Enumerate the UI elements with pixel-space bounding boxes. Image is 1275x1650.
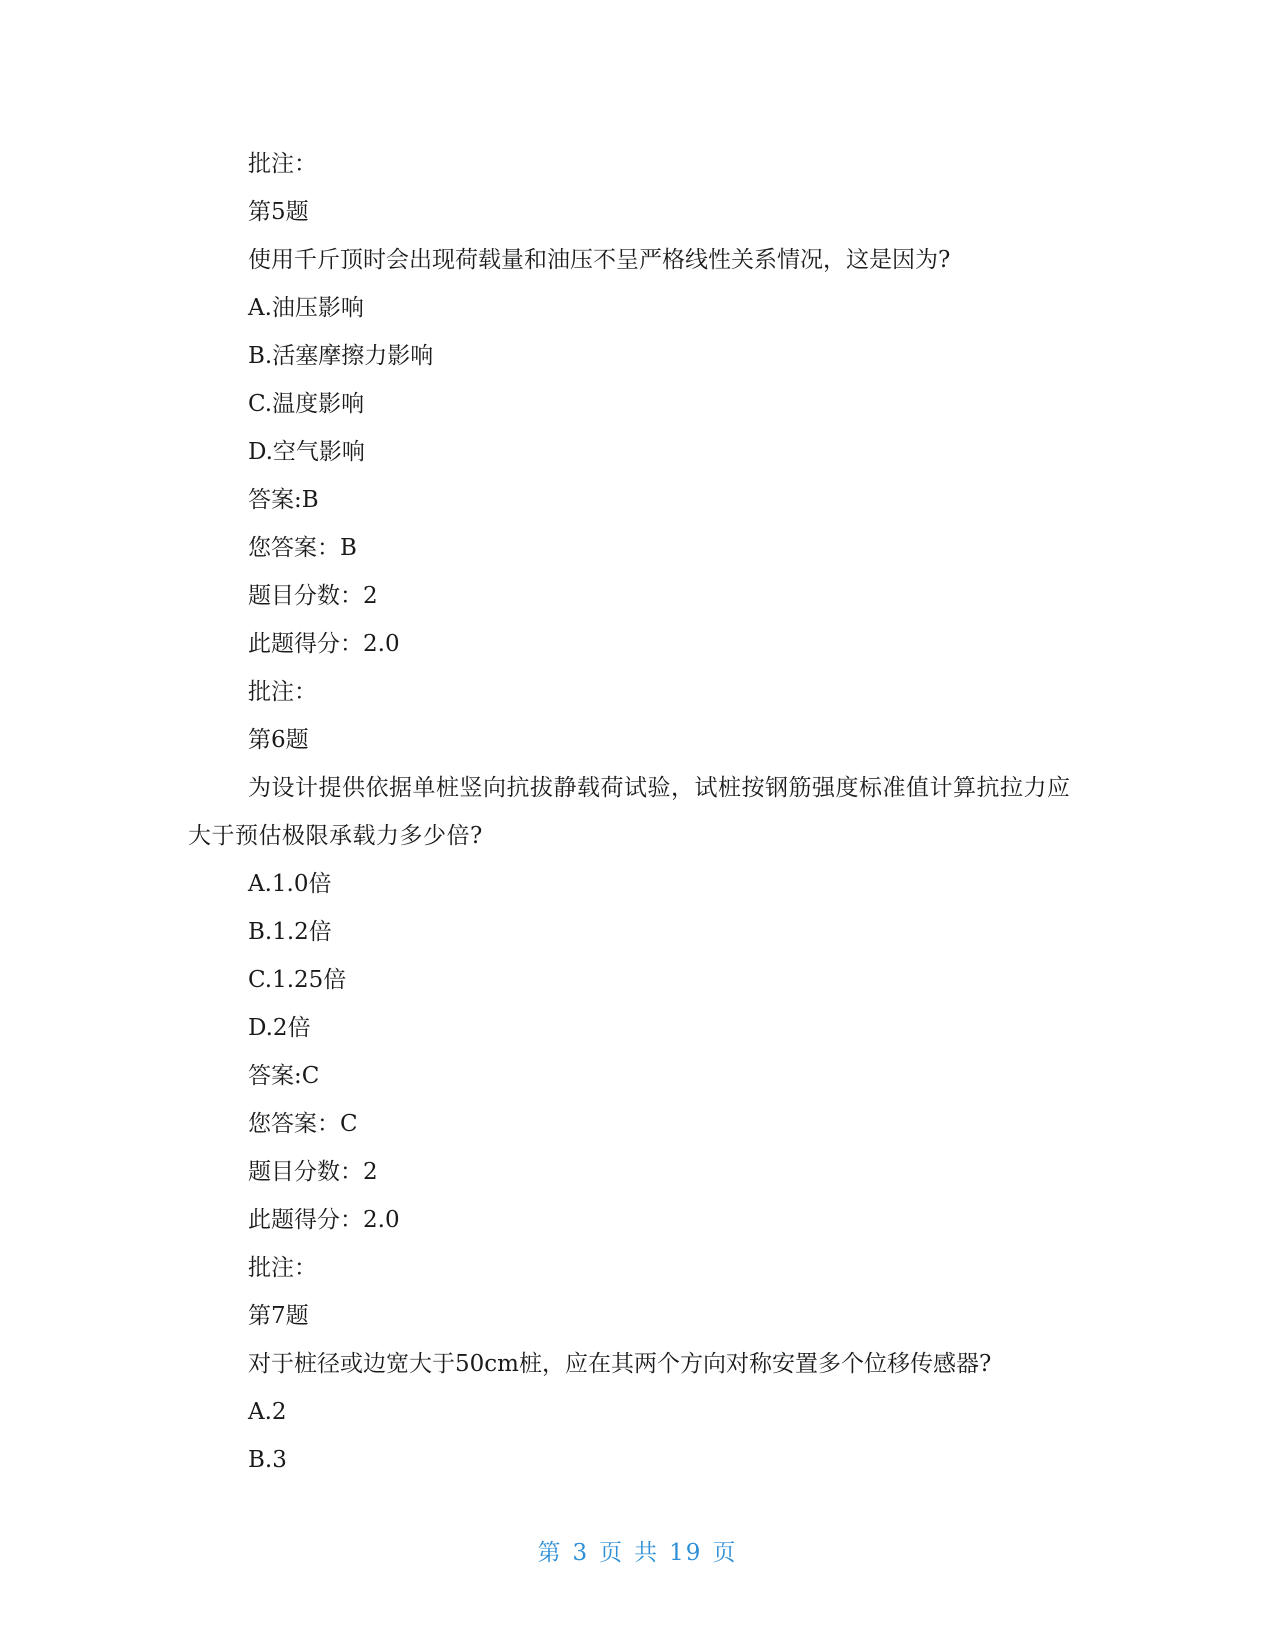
question-score: 此题得分：2.0 xyxy=(248,631,400,657)
question-score: 此题得分：2.0 xyxy=(248,1207,400,1233)
question-points: 题目分数：2 xyxy=(248,583,378,609)
question-number: 第7题 xyxy=(248,1303,309,1329)
footer-page-label: 页 xyxy=(599,1540,625,1566)
total-page-number: 19 xyxy=(669,1540,703,1566)
page-footer xyxy=(0,1534,1275,1567)
option-b: B.活塞摩擦力影响 xyxy=(248,343,434,369)
note-label: 批注： xyxy=(248,679,317,705)
question-number: 第6题 xyxy=(248,727,309,753)
page-content xyxy=(188,140,1088,1484)
footer-total-label: 共 xyxy=(634,1540,660,1566)
option-c: C.1.25倍 xyxy=(248,967,347,993)
option-a: A.1.0倍 xyxy=(248,871,332,897)
question-points: 题目分数：2 xyxy=(248,1159,378,1185)
current-page-number: 3 xyxy=(572,1540,590,1566)
question-number: 第5题 xyxy=(248,199,309,225)
footer-prefix: 第 xyxy=(537,1540,563,1566)
correct-answer: 答案:B xyxy=(248,487,319,513)
question-text: 使用千斤顶时会出现荷载量和油压不呈严格线性关系情况，这是因为? xyxy=(248,247,951,273)
correct-answer: 答案:C xyxy=(248,1063,320,1089)
option-d: D.2倍 xyxy=(248,1015,311,1041)
option-c: C.温度影响 xyxy=(248,391,365,417)
option-a: A.油压影响 xyxy=(248,295,364,321)
footer-suffix: 页 xyxy=(712,1540,738,1566)
question-text: 对于桩径或边宽大于50cm桩，应在其两个方向对称安置多个位移传感器? xyxy=(248,1351,992,1377)
note-label: 批注： xyxy=(248,1255,317,1281)
note-label: 批注： xyxy=(248,151,317,177)
question-text: 为设计提供依据单桩竖向抗拔静载荷试验，试桩按钢筋强度标准值计算抗拉力应大于预估极限承载力多少倍? xyxy=(188,775,1071,849)
option-b: B.1.2倍 xyxy=(248,919,332,945)
your-answer: 您答案：B xyxy=(248,535,357,561)
option-a: A.2 xyxy=(248,1399,287,1425)
option-b: B.3 xyxy=(248,1447,287,1473)
option-d: D.空气影响 xyxy=(248,439,365,465)
your-answer: 您答案：C xyxy=(248,1111,358,1137)
